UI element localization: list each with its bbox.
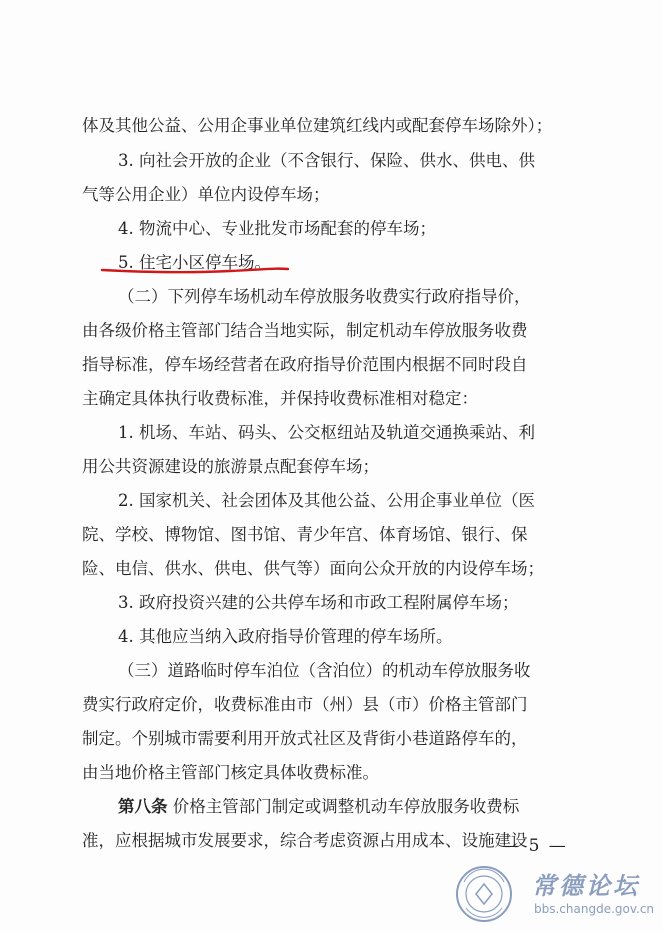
watermark-url: bbs.changde.gov.cn	[534, 902, 655, 916]
body-line: 指导标准，停车场经营者在政府指导价范围内根据不同时段自	[82, 355, 528, 374]
body-line: 险、电信、供水、供电、供气等）面向公众开放的内设停车场；	[82, 559, 544, 578]
seal-logo-icon	[454, 864, 514, 924]
body-line: （二）下列停车场机动车停放服务收费实行政府指导价，	[118, 287, 531, 306]
body-line: 3. 政府投资兴建的公共停车场和市政工程附属停车场；	[118, 593, 519, 612]
page-number: — 5 —	[502, 836, 568, 856]
handwritten-underline	[100, 265, 290, 275]
body-line: 4. 其他应当纳入政府指导价管理的停车场所。	[118, 627, 453, 646]
article-8-text: 价格主管部门制定或调整机动车停放服务收费标	[172, 797, 520, 816]
body-line: 2. 国家机关、社会团体及其他公益、公用企事业单位（医	[118, 491, 535, 510]
body-line: 制定。个别城市需要利用开放式社区及背街小巷道路停车的，	[82, 729, 528, 748]
body-line: 主确定具体执行收费标准，并保持收费标准相对稳定：	[82, 389, 478, 408]
article-8-line	[0, 794, 663, 820]
body-line: 5. 住宅小区停车场。	[118, 253, 271, 272]
body-line: 气等公用企业）单位内设停车场；	[82, 185, 330, 204]
forum-watermark	[448, 862, 660, 928]
body-line: 准，应根据城市发展要求，综合考虑资源占用成本、设施建设	[82, 831, 528, 850]
body-line: 费实行政府定价，收费标准由市（州）县（市）价格主管部门	[82, 695, 528, 714]
body-line: 体及其他公益、公用企事业单位建筑红线内或配套停车场除外）；	[82, 116, 553, 135]
watermark-title: 常德论坛	[532, 872, 640, 900]
body-line: 4. 物流中心、专业批发市场配套的停车场；	[118, 219, 436, 238]
body-line: 院、学校、博物馆、图书馆、青少年宫、体育场馆、银行、保	[82, 525, 528, 544]
body-line: 由当地价格主管部门核定具体收费标准。	[82, 763, 379, 782]
body-line: 1. 机场、车站、码头、公交枢纽站及轨道交通换乘站、利	[118, 423, 535, 442]
body-line: （三）道路临时停车泊位（含泊位）的机动车停放服务收	[118, 661, 531, 680]
article-8-heading: 第八条	[118, 797, 168, 816]
body-line: 3. 向社会开放的企业（不含银行、保险、供水、供电、供	[118, 151, 535, 170]
body-line: 由各级价格主管部门结合当地实际，制定机动车停放服务收费	[82, 321, 528, 340]
body-line: 用公共资源建设的旅游景点配套停车场；	[82, 457, 379, 476]
